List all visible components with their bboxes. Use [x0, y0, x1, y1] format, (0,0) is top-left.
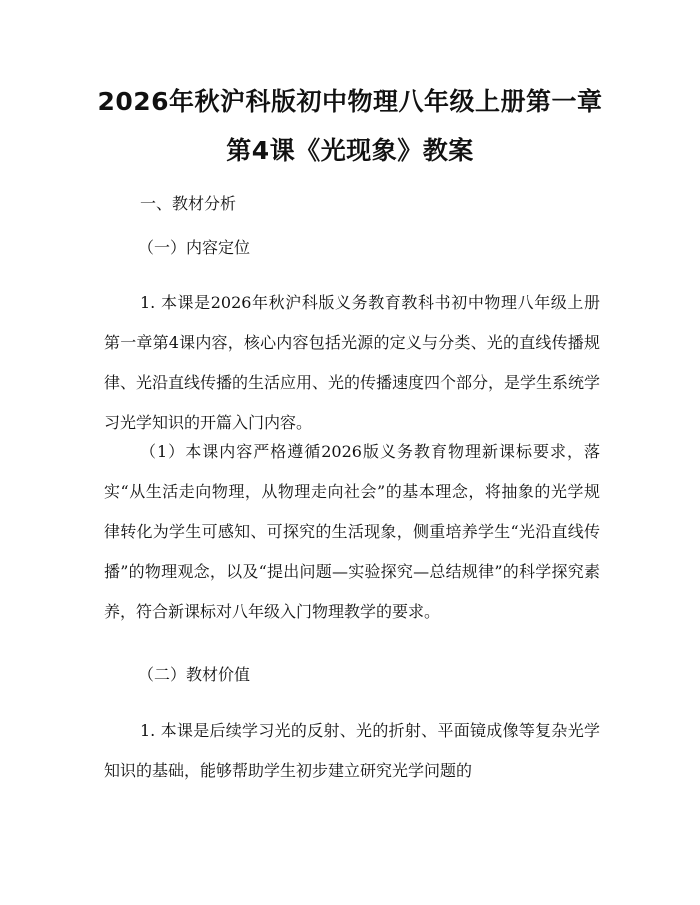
paragraph-content-positioning-2: （1）本课内容严格遵循2026版义务教育物理新课标要求，落实“从生活走向物理，从物理走向社会”的基本理念，将抽象的光学规律转化为学生可感知、可探究的生活现象，侧重培养学生“光沿直线传播”的物理观念，以及“提出问题—实验探究—总结规律”的科学探究素养，符合新课标对八年级入门物理教学的要求。 [104, 442, 600, 621]
paragraph-teaching-material-value-1: 1. 本课是后续学习光的反射、光的折射、平面镜成像等复杂光学知识的基础，能够帮助学生初步建立研究光学问题的 [104, 721, 600, 780]
section-heading-teaching-material-analysis: 一、教材分析 [140, 194, 237, 213]
subsection-heading-content-positioning: （一）内容定位 [138, 238, 251, 257]
document-title-line-1: 2026年秋沪科版初中物理八年级上册第一章 [97, 87, 603, 116]
paragraph-content-positioning-1: 1. 本课是2026年秋沪科版义务教育教科书初中物理八年级上册第一章第4课内容，核心内容包括光源的定义与分类、光的直线传播规律、光沿直线传播的生活应用、光的传播速度四个部分，是学生系统学习光学知识的开篇入门内容。 [104, 293, 601, 432]
document-title-line-2: 第4课《光现象》教案 [226, 136, 474, 165]
subsection-heading-teaching-material-value: （二）教材价值 [138, 665, 251, 684]
